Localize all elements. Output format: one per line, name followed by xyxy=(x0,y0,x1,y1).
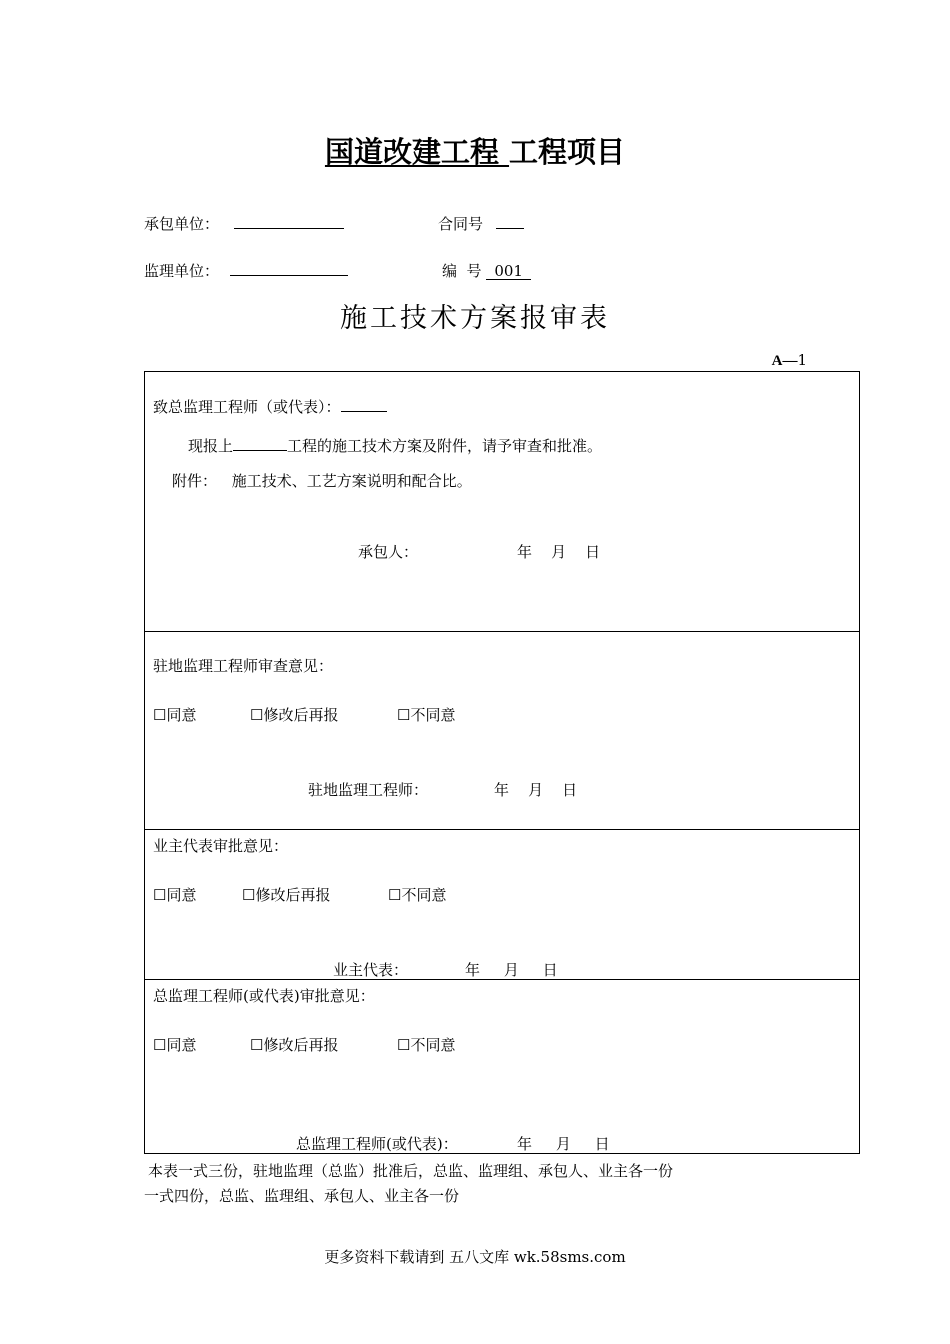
form-code-dash: — xyxy=(782,353,798,369)
addressee-label: 致总监理工程师（或代表）： xyxy=(153,398,341,416)
form-code xyxy=(772,351,807,370)
submission-prefix: 现报上 xyxy=(188,437,234,455)
serial-label: 编 号 xyxy=(442,262,482,280)
serial-field xyxy=(442,260,531,281)
owner-sign-date: 年 月 日 xyxy=(465,961,558,979)
resident-option-disagree[interactable]: ☐不同意 xyxy=(397,706,456,724)
attachment-label: 附件： xyxy=(172,472,218,490)
supervisor-blank[interactable] xyxy=(230,260,348,276)
form-title: 施工技术方案报审表 xyxy=(340,303,610,334)
chief-option-revise[interactable]: ☐修改后再报 xyxy=(250,1036,339,1054)
chief-option-agree[interactable]: ☐同意 xyxy=(153,1036,197,1054)
chief-sign-date: 年 月 日 xyxy=(517,1135,610,1153)
contract-no-blank[interactable] xyxy=(496,213,524,229)
form-code-letter: A xyxy=(771,353,783,369)
document-title xyxy=(0,130,950,171)
owner-option-agree[interactable]: ☐同意 xyxy=(153,886,197,904)
resident-sign-date: 年 月 日 xyxy=(494,781,578,799)
owner-sign-label: 业主代表： xyxy=(333,961,409,979)
owner-option-disagree[interactable]: ☐不同意 xyxy=(388,886,447,904)
copies-note-1: 本表一式三份，驻地监理（总监）批准后，总监、监理组、承包人、业主各一份 xyxy=(148,1162,674,1180)
supervisor-field xyxy=(144,260,348,281)
addressee-blank[interactable] xyxy=(341,397,387,412)
project-name: 国道改建工程 xyxy=(324,135,510,169)
resident-review-title: 驻地监理工程师审查意见： xyxy=(153,657,334,675)
contractor-blank[interactable] xyxy=(234,213,344,229)
form-code-num: 1 xyxy=(797,351,807,369)
serial-value: 001 xyxy=(486,263,531,280)
attachment-text: 施工技术、工艺方案说明和配合比。 xyxy=(231,472,472,490)
owner-review-title: 业主代表审批意见： xyxy=(153,837,289,855)
footer-text: 更多资料下载请到 五八文库 wk.58sms.com xyxy=(324,1248,626,1266)
resident-sign-label: 驻地监理工程师： xyxy=(308,781,429,799)
chief-review-title: 总监理工程师(或代表)审批意见： xyxy=(153,987,375,1005)
section-divider xyxy=(144,631,860,632)
resident-option-agree[interactable]: ☐同意 xyxy=(153,706,197,724)
project-blank[interactable] xyxy=(233,436,287,451)
supervisor-label: 监理单位： xyxy=(144,262,220,280)
chief-option-disagree[interactable]: ☐不同意 xyxy=(397,1036,456,1054)
resident-option-revise[interactable]: ☐修改后再报 xyxy=(250,706,339,724)
contract-no-field xyxy=(438,213,524,234)
contract-no-label: 合同号 xyxy=(438,215,484,233)
section-divider xyxy=(144,829,860,830)
contractor-field xyxy=(144,213,344,234)
attachment-line xyxy=(172,470,472,491)
submission-line xyxy=(188,435,602,456)
submission-suffix: 工程的施工技术方案及附件，请予审查和批准。 xyxy=(287,437,603,455)
contractor-sign-date: 年 月 日 xyxy=(517,543,601,561)
contractor-label: 承包单位： xyxy=(144,215,220,233)
contractor-sign-label: 承包人： xyxy=(358,543,419,561)
copies-note-2: 一式四份，总监、监理组、承包人、业主各一份 xyxy=(144,1187,460,1205)
owner-option-revise[interactable]: ☐修改后再报 xyxy=(242,886,331,904)
project-suffix: 工程项目 xyxy=(509,135,626,169)
addressee-line xyxy=(153,396,387,417)
chief-sign-label: 总监理工程师(或代表)： xyxy=(296,1135,458,1153)
